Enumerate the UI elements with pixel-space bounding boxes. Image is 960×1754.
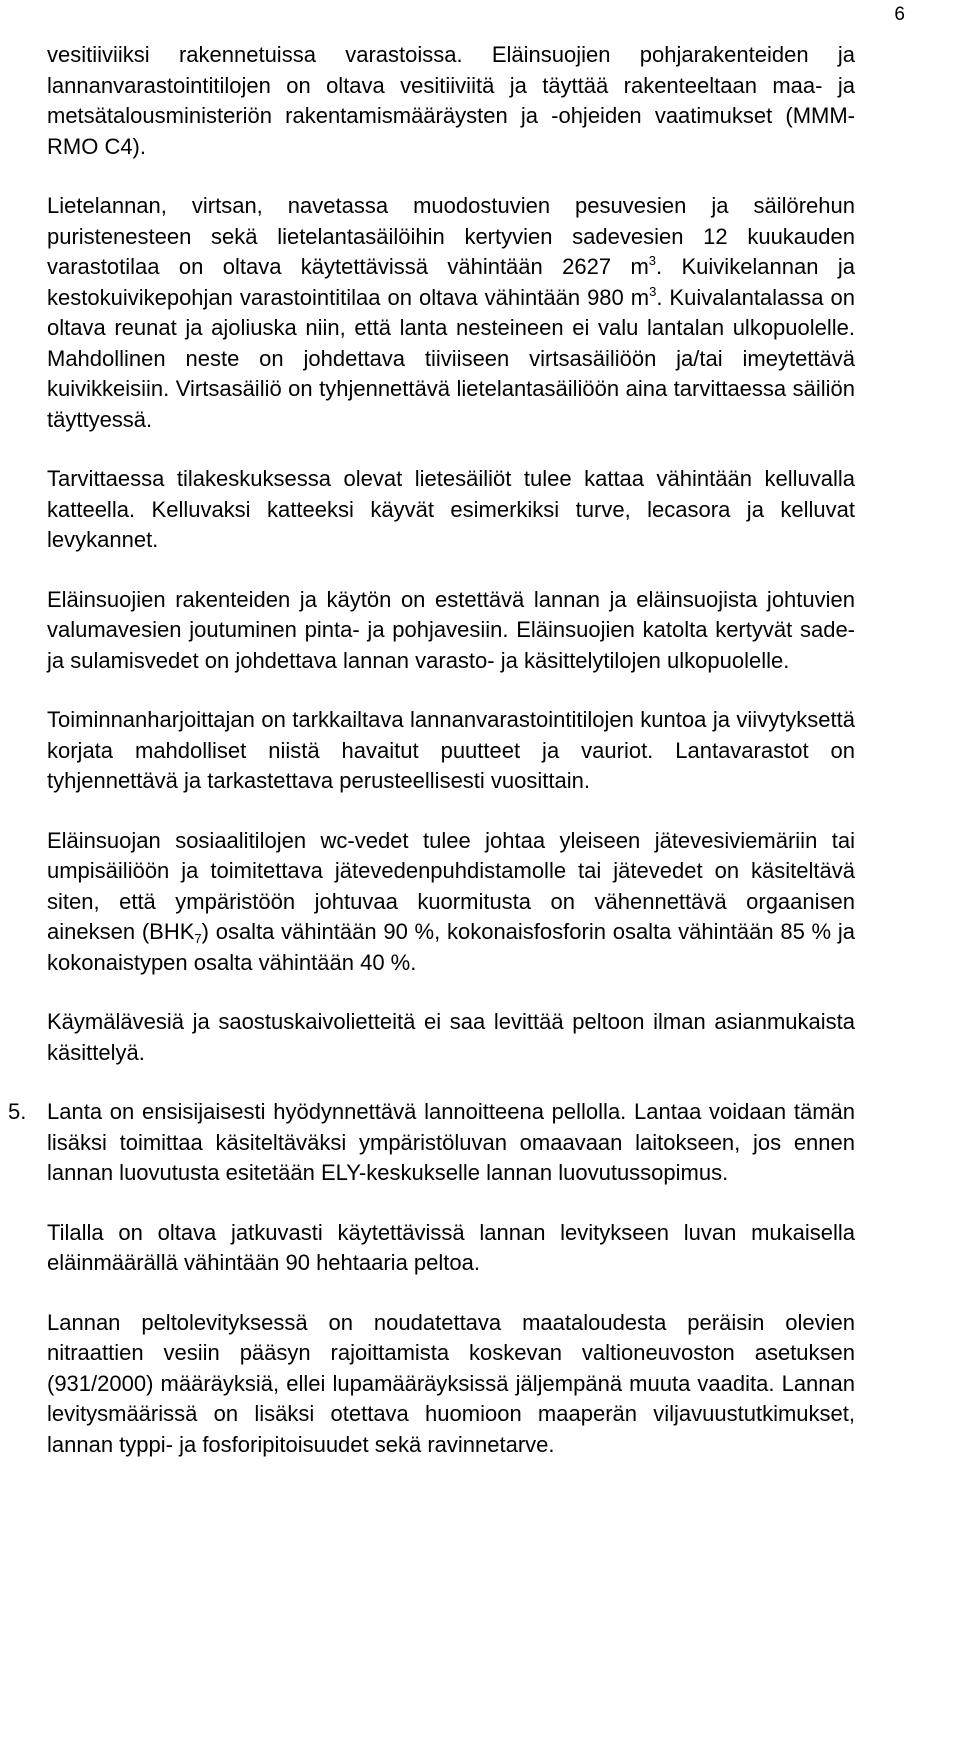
item-number: 5. — [8, 1099, 27, 1124]
paragraph-spreading-rules: Lannan peltolevityksessä on noudatettava maataloudesta peräisin olevien nitraattien vesiin pääsyn rajoittamista koskevan valtioneuvoston asetuksen (931/2000) määräyksiä, ellei lupamääräyksissä jäljempänä muuta vaadita. Lannan levitysmäärissä on lisäksi otettava huomioon maaperän viljavuustutkimukset, lannan typpi- ja fosforipitoisuudet sekä ravinnetarve. — [47, 1309, 855, 1457]
paragraph-manure-use: Lanta on ensisijaisesti hyödynnettävä lannoitteena pellolla. Lantaa voidaan tämän lisäksi toimittaa käsiteltäväksi ympäristöluvan omaavaan laitokseen, jos ennen lannan luovutusta esitetään ELY-keskukselle lannan luovutussopimus. — [47, 1099, 855, 1185]
paragraph-toilet-waste: Käymälävesiä ja saostuskaivolietteitä ei saa levittää peltoon ilman asianmukaista käsittelyä. — [47, 1009, 855, 1065]
numbered-item-5 — [8, 1097, 855, 1189]
paragraph-storage-requirements: vesitiiviiksi rakennetuissa varastoissa. Eläinsuojien pohjarakenteiden ja lannanvarastointitilojen on oltava vesitiiviitä ja täyttää rakenteeltaan maa- ja metsätalousministeriön rakentamismääräysten ja -ohjeiden vaatimukset (MMM-RMO C4). — [47, 42, 855, 159]
text-span: Eläinsuojan sosiaalitilojen wc-vedet tulee johtaa yleiseen jätevesiviemäriin tai umpisäiliöön ja toimitettava jätevedenpuhdistamolle tai jätevedet on käsiteltävä siten, että ympäristöön johtuvaa kuormitusta on vähennettävä orgaanisen aineksen (BHK — [47, 827, 855, 944]
paragraph-field-area: Tilalla on oltava jatkuvasti käytettävissä lannan levitykseen luvan mukaisella eläinmäärällä vähintään 90 hehtaaria peltoa. — [47, 1219, 855, 1275]
paragraph-maintenance: Toiminnanharjoittajan on tarkkailtava lannanvarastointitilojen kuntoa ja viivytyksettä korjata mahdolliset niistä havaitut puutteet ja vauriot. Lantavarastot on tyhjennettävä ja tarkastettava perusteellisesti vuosittain. — [47, 707, 855, 793]
paragraph-tank-cover: Tarvittaessa tilakeskuksessa olevat lietesäiliöt tulee kattaa vähintään kelluvalla katteella. Kelluvaksi katteeksi käyvät esimerkiksi turve, lecasora ja kelluvat levykannet. — [47, 466, 855, 552]
text-span: . Kuivalantalassa on oltava reunat ja ajoliuska niin, että lanta nesteineen ei valu lantalan ulkopuolelle. Mahdollinen neste on johdettava tiiviiseen virtsasäiliöön ja/tai imeytettävä kuivikkeisiin. Virtsasäiliö on tyhjennettävä lietelantasäiliöön aina tarvittaessa säiliön täyttyessä. — [47, 284, 855, 432]
superscript: 3 — [648, 253, 657, 268]
paragraph-wastewater — [47, 826, 855, 979]
page-number: 6 — [894, 4, 905, 25]
text-span: ) osalta vähintään 90 %, kokonaisfosforin osalta vähintään 85 % ja kokonaistypen osalta vähintään 40 %. — [47, 919, 855, 975]
document-body — [8, 40, 855, 1489]
paragraph-storage-volumes — [47, 191, 855, 435]
subscript: 7 — [194, 931, 202, 946]
text-span: . Kuivikelannan ja kestokuivikepohjan varastointitilaa on oltava vähintään 980 m — [47, 254, 855, 310]
text-span: Lietelannan, virtsan, navetassa muodostuvien pesuvesien ja säilörehun puristenesteen sekä lietelantasäilöihin kertyvien sadevesien 12 kuukauden varastotilaa on oltava käytettävissä vähintään 2627 m — [47, 193, 855, 279]
superscript: 3 — [649, 283, 657, 299]
paragraph-runoff: Eläinsuojien rakenteiden ja käytön on estettävä lannan ja eläinsuojista johtuvien valumavesien joutuminen pinta- ja pohjavesiin. Eläinsuojien katolta kertyvät sade- ja sulamisvedet on johdettava lannan varasto- ja käsittelytilojen ulkopuolelle. — [47, 586, 855, 673]
